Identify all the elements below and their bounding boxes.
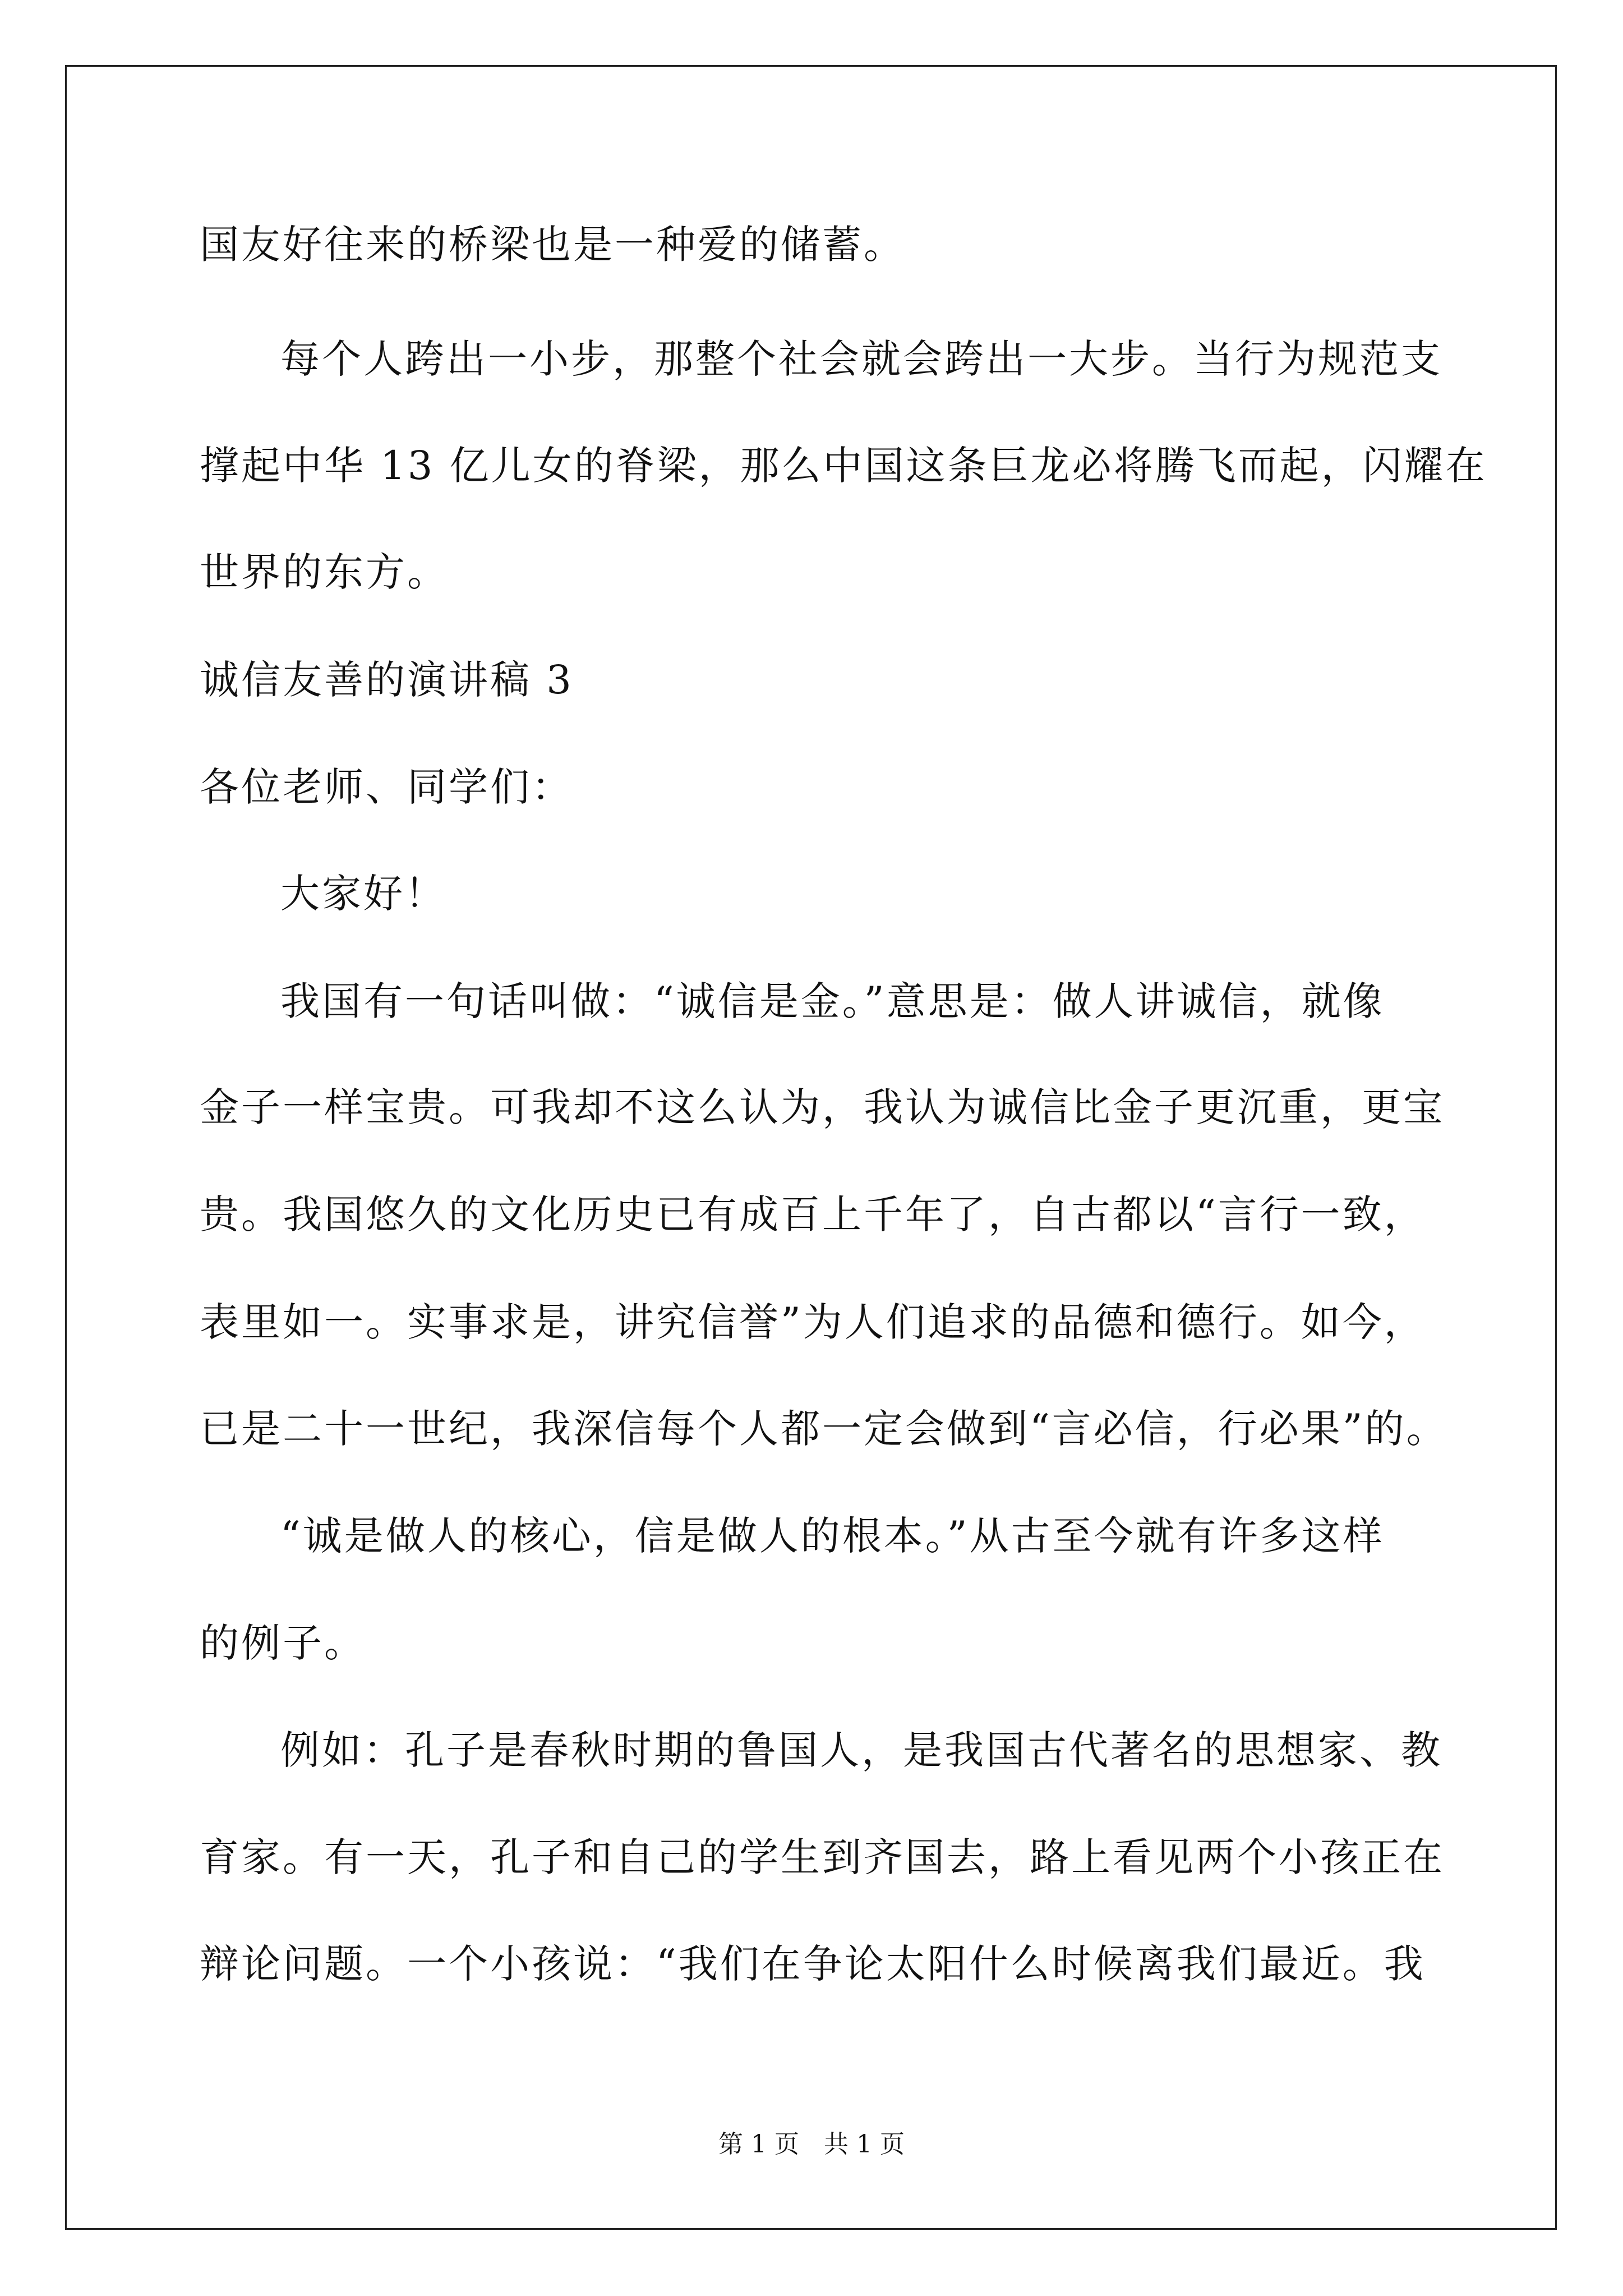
text-line-8: 我国有一句话叫做：“诚信是金。”意思是：做人讲诚信，就像 [280,978,1385,1024]
text-line-15: 例如：孔子是春秋时期的鲁国人，是我国古代著名的思想家、教 [280,1727,1442,1773]
salutation: 各位老师、同学们： [200,764,573,810]
text-line-12: 已是二十一世纪，我深信每个人都一定会做到“言必信，行必果”的。 [200,1406,1448,1452]
text-line-11: 表里如一。实事求是，讲究信誉”为人们追求的品德和德行。如今， [200,1299,1426,1345]
text-line-3: 撑起中华 13 亿儿女的脊梁，那么中国这条巨龙必将腾飞而起，闪耀在 [200,443,1487,489]
text-line-4: 世界的东方。 [200,549,449,595]
text-line-10: 贵。我国悠久的文化历史已有成百上千年了，自古都以“言行一致， [200,1191,1426,1237]
page-border [65,65,1557,2230]
text-line-13: “诚是做人的核心，信是做人的根本。”从古至今就有许多这样 [280,1513,1385,1559]
text-line-2: 每个人跨出一小步，那整个社会就会跨出一大步。当行为规范支 [280,336,1442,382]
text-line-14: 的例子。 [200,1620,366,1666]
text-line-1: 国友好往来的桥梁也是一种爱的储蓄。 [200,222,905,268]
section-heading: 诚信友善的演讲稿 3 [200,657,574,703]
page-footer: 第 1 页 共 1 页 [718,2130,905,2159]
text-line-17: 辩论问题。一个小孩说：“我们在争论太阳什么时候离我们最近。我 [200,1941,1426,1987]
text-line-16: 育家。有一天，孔子和自己的学生到齐国去，路上看见两个小孩正在 [200,1834,1445,1880]
greeting: 大家好！ [280,871,446,917]
text-line-9: 金子一样宝贵。可我却不这么认为，我认为诚信比金子更沉重，更宝 [200,1084,1445,1130]
